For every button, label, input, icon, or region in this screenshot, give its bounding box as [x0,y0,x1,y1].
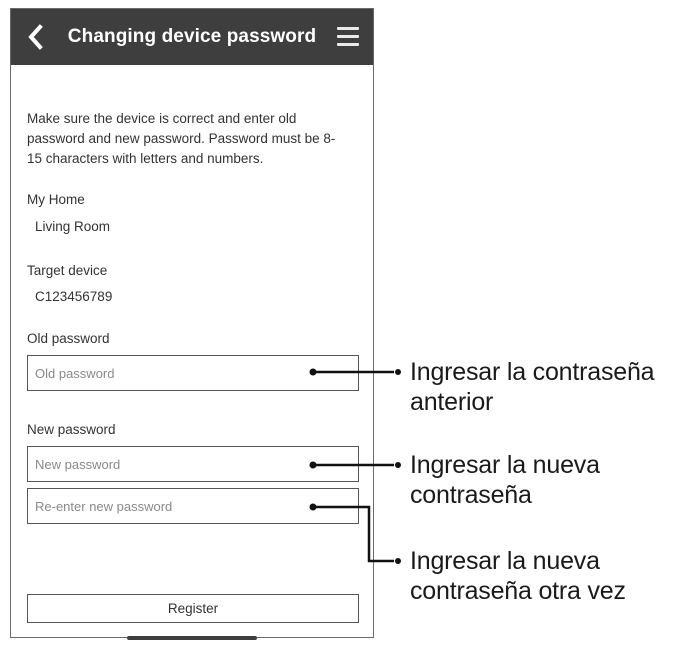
new-password-label: New password [27,422,116,437]
home-value: Living Room [35,219,111,234]
instructions-text: Make sure the device is correct and enter old password and new password. Password must be 8-15 characters with letters and numbers. [27,111,336,166]
annotation-new-line2: contraseña [410,481,532,509]
annotation-reenter-line1: Ingresar la nueva [410,547,600,575]
target-device-value: C123456789 [35,289,113,304]
callout-end-old [395,369,401,375]
annotation-new-password [410,450,680,510]
register-button[interactable]: Register [27,594,359,623]
annotation-reenter-line2: contraseña otra vez [410,577,626,605]
target-device-label: Target device [27,263,108,278]
old-password-label: Old password [27,331,110,346]
annotation-old-line1: Ingresar la contraseña [410,358,655,386]
annotation-new-line1: Ingresar la nueva [410,451,600,479]
annotation-old-line2: anterior [410,388,494,416]
callout-line-reenter [313,507,394,561]
annotation-old-password [410,357,680,417]
annotation-reenter-password [410,546,680,606]
callout-end-new [395,462,401,468]
callout-end-reenter [395,558,401,564]
page-title: Changing device password [67,26,317,47]
home-label: My Home [27,192,85,207]
